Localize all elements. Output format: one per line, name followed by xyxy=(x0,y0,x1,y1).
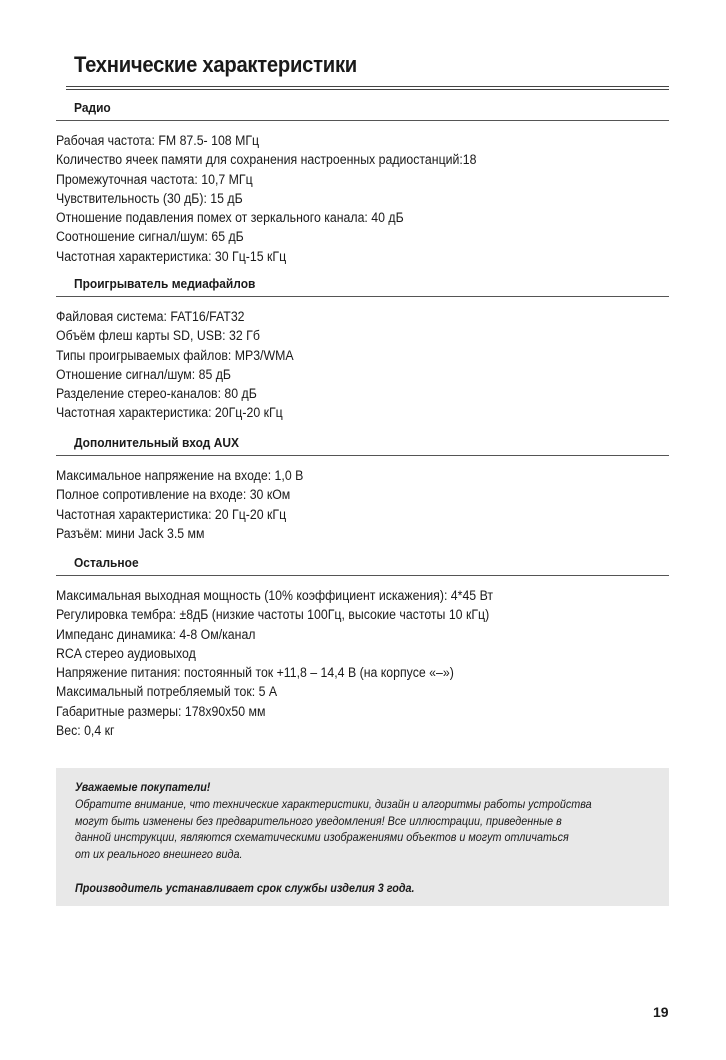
section-aux-input xyxy=(56,435,669,543)
notice-heading: Уважаемые покупатели! xyxy=(75,780,211,794)
notice-line: могут быть изменены без предварительного уведомления! Все иллюстрации, приведенные в xyxy=(75,813,562,828)
section-header xyxy=(56,555,669,576)
spec-line: Разделение стерео-каналов: 80 дБ xyxy=(56,386,257,402)
spec-line: Частотная характеристика: 30 Гц-15 кГц xyxy=(56,248,287,264)
page-title: Технические характеристики xyxy=(74,52,357,77)
spec-line: Чувствительность (30 дБ): 15 дБ xyxy=(56,190,243,206)
spec-line: Максимальный потребляемый ток: 5 А xyxy=(56,684,278,700)
notice-line: данной инструкции, являются схематическими изображениями объектов и могут отличаться xyxy=(75,830,569,845)
section-other xyxy=(56,555,669,740)
section-header xyxy=(56,276,669,297)
spec-line: Напряжение питания: постоянный ток +11,8 – 14,4 В (на корпусе «–») xyxy=(56,665,454,681)
title-divider-top xyxy=(66,86,669,87)
spec-list xyxy=(56,466,669,543)
spec-line: Полное сопротивление на входе: 30 кОм xyxy=(56,487,291,503)
spec-list xyxy=(56,131,669,266)
spec-line: Вес: 0,4 кг xyxy=(56,723,115,739)
section-header xyxy=(56,100,669,121)
spec-line: Разъём: мини Jack 3.5 мм xyxy=(56,525,205,541)
page-number: 19 xyxy=(653,1004,669,1020)
section-title: Радио xyxy=(74,100,111,115)
spec-line: Импеданс динамика: 4-8 Ом/канал xyxy=(56,626,256,642)
section-title: Дополнительный вход AUX xyxy=(74,435,239,450)
spec-line: Отношение подавления помех от зеркального канала: 40 дБ xyxy=(56,210,404,226)
spec-line: Типы проигрываемых файлов: MP3/WMA xyxy=(56,347,294,363)
spec-line: Максимальная выходная мощность (10% коэффициент искажения): 4*45 Вт xyxy=(56,588,494,603)
spec-line: Файловая система: FAT16/FAT32 xyxy=(56,309,245,324)
section-media-player xyxy=(56,276,669,423)
service-life-note: Производитель устанавливает срок службы изделия 3 года. xyxy=(75,880,415,895)
notice-line: от их реального внешнего вида. xyxy=(75,847,243,862)
spec-line: Рабочая частота: FM 87.5- 108 МГц xyxy=(56,133,260,148)
title-divider-bottom xyxy=(66,89,669,90)
spec-line: Частотная характеристика: 20 Гц-20 кГц xyxy=(56,506,287,522)
section-title: Проигрыватель медиафайлов xyxy=(74,276,256,291)
spec-line: Максимальное напряжение на входе: 1,0 В xyxy=(56,468,304,483)
spec-list xyxy=(56,586,669,740)
section-title: Остальное xyxy=(74,555,139,570)
section-radio xyxy=(56,100,669,266)
notice-line: Обратите внимание, что технические характеристики, дизайн и алгоритмы работы устройства xyxy=(75,796,592,811)
spec-line: Частотная характеристика: 20Гц-20 кГц xyxy=(56,405,283,421)
spec-line: Отношение сигнал/шум: 85 дБ xyxy=(56,366,232,382)
spec-line: Регулировка тембра: ±8дБ (низкие частоты 100Гц, высокие частоты 10 кГц) xyxy=(56,607,490,623)
section-header xyxy=(56,435,669,456)
notice-content xyxy=(75,779,651,897)
spec-list xyxy=(56,307,669,423)
spec-line: Промежуточная частота: 10,7 МГц xyxy=(56,171,253,187)
spec-line: Количество ячеек памяти для сохранения настроенных радиостанций:18 xyxy=(56,152,477,168)
spec-line: RCA стерео аудиовыход xyxy=(56,645,196,661)
spec-line: Соотношение сигнал/шум: 65 дБ xyxy=(56,229,244,245)
spec-line: Объём флеш карты SD, USB: 32 Гб xyxy=(56,328,260,344)
spec-line: Габаритные размеры: 178x90x50 мм xyxy=(56,703,266,719)
customer-notice-box xyxy=(56,768,669,906)
